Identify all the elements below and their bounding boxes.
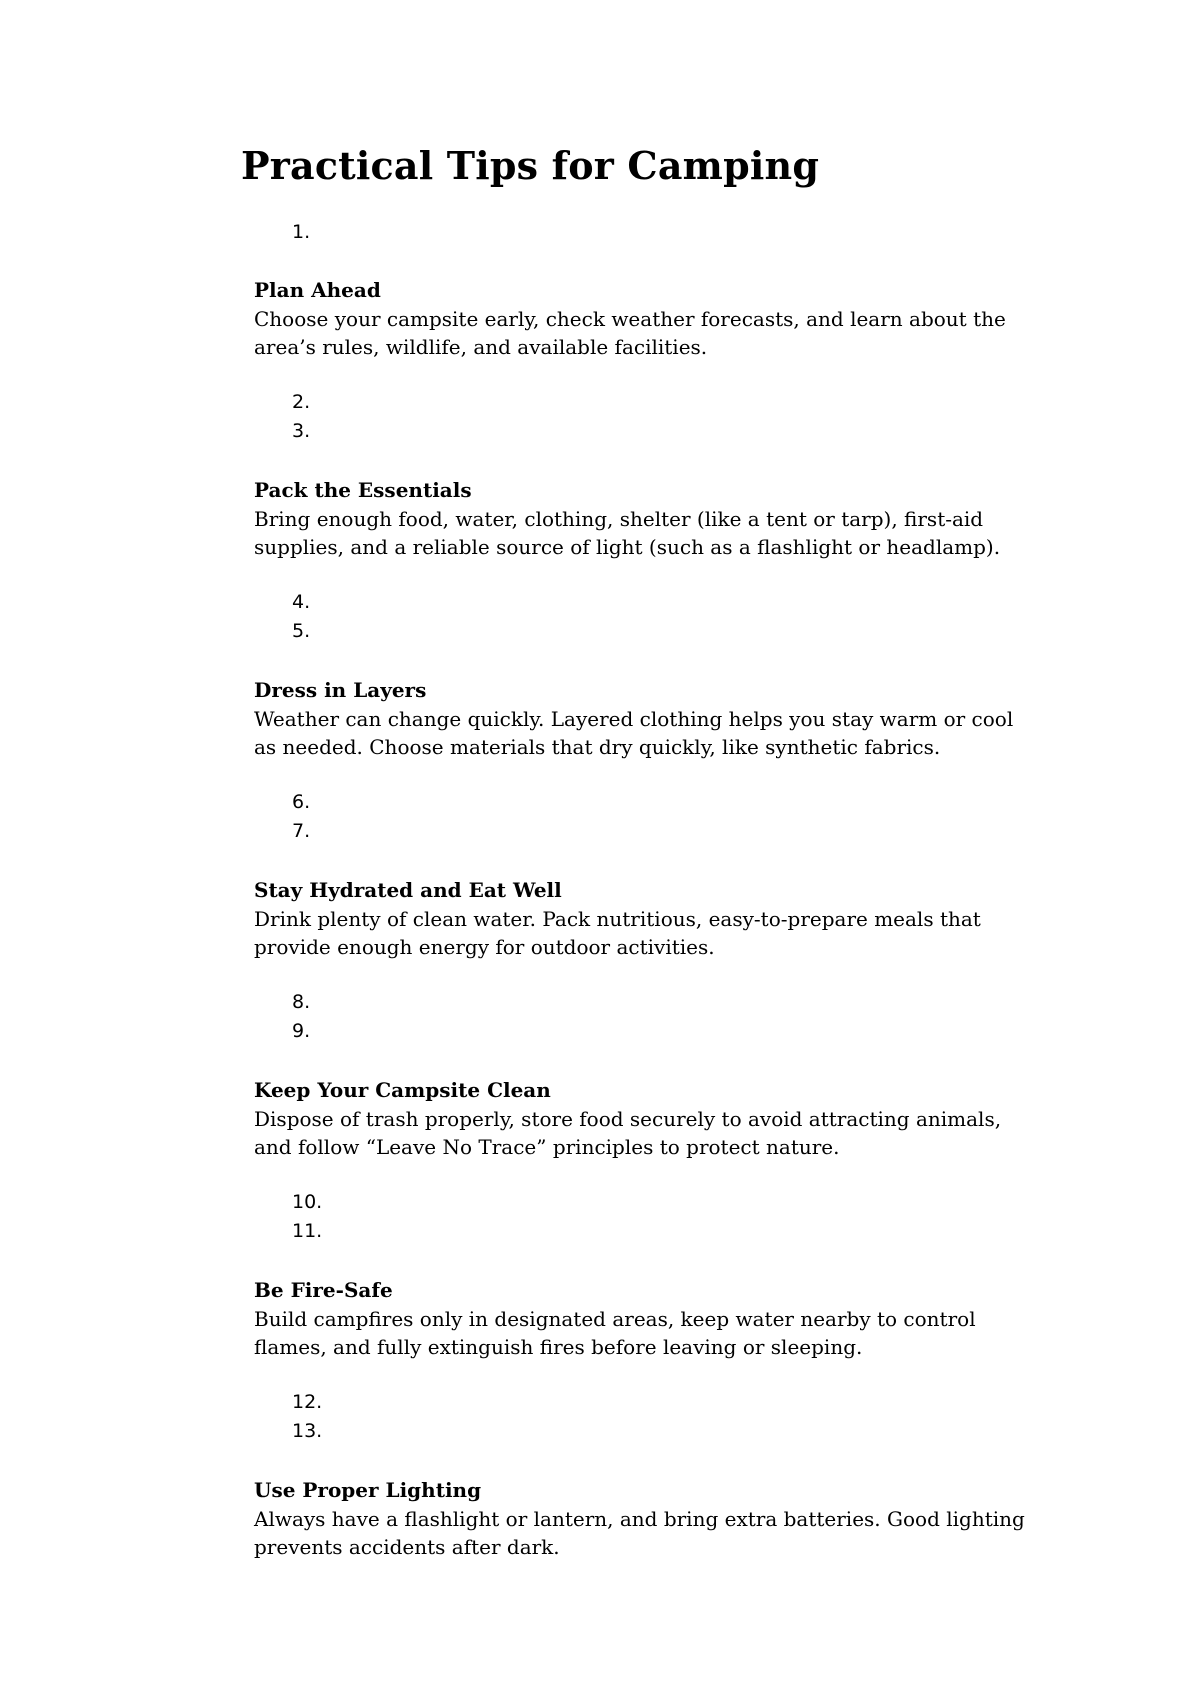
tip-section-campsite-clean xyxy=(254,1076,1034,1162)
list-number: 1. xyxy=(292,221,311,243)
tip-body: Drink plenty of clean water. Pack nutritious, easy-to-prepare meals that provide enough energy for outdoor activities. xyxy=(254,906,981,959)
tip-heading: Stay Hydrated and Eat Well xyxy=(254,878,562,902)
tip-heading: Pack the Essentials xyxy=(254,478,472,502)
list-number: 6. xyxy=(292,791,311,813)
list-number: 7. xyxy=(292,820,311,842)
list-number: 5. xyxy=(292,620,311,642)
tip-body: Weather can change quickly. Layered clothing helps you stay warm or cool as needed. Choose materials that dry quickly, like synthetic fabrics. xyxy=(254,706,1014,759)
tip-section-dress-layers xyxy=(254,676,1034,762)
tip-heading: Dress in Layers xyxy=(254,678,427,702)
document-title: Practical Tips for Camping xyxy=(241,143,820,188)
tip-heading: Keep Your Campsite Clean xyxy=(254,1078,551,1102)
list-number: 4. xyxy=(292,591,311,613)
tip-section-fire-safe xyxy=(254,1276,1034,1362)
tip-body: Build campfires only in designated areas, keep water nearby to control flames, and fully extinguish fires before leaving or sleeping. xyxy=(254,1306,976,1359)
list-number: 11. xyxy=(292,1220,323,1242)
tip-section-lighting xyxy=(254,1476,1034,1562)
tip-body: Choose your campsite early, check weather forecasts, and learn about the area’s rules, wildlife, and available facilities. xyxy=(254,306,1006,359)
tip-heading: Plan Ahead xyxy=(254,278,381,302)
tip-section-hydrated xyxy=(254,876,1034,962)
tip-heading: Use Proper Lighting xyxy=(254,1478,482,1502)
list-number: 2. xyxy=(292,391,311,413)
list-number: 9. xyxy=(292,1020,311,1042)
list-number: 10. xyxy=(292,1191,323,1213)
tip-section-plan-ahead xyxy=(254,276,1034,362)
list-number: 3. xyxy=(292,420,311,442)
tip-body: Bring enough food, water, clothing, shelter (like a tent or tarp), first-aid supplies, and a reliable source of light (such as a flashlight or headlamp). xyxy=(254,506,1001,559)
list-number: 13. xyxy=(292,1420,323,1442)
tip-section-pack-essentials xyxy=(254,476,1034,562)
list-number: 8. xyxy=(292,991,311,1013)
tip-body: Always have a flashlight or lantern, and bring extra batteries. Good lighting prevents accidents after dark. xyxy=(254,1506,1025,1559)
tip-heading: Be Fire-Safe xyxy=(254,1278,393,1302)
tip-body: Dispose of trash properly, store food securely to avoid attracting animals, and follow “Leave No Trace” principles to protect nature. xyxy=(254,1106,1002,1159)
list-number: 12. xyxy=(292,1391,323,1413)
